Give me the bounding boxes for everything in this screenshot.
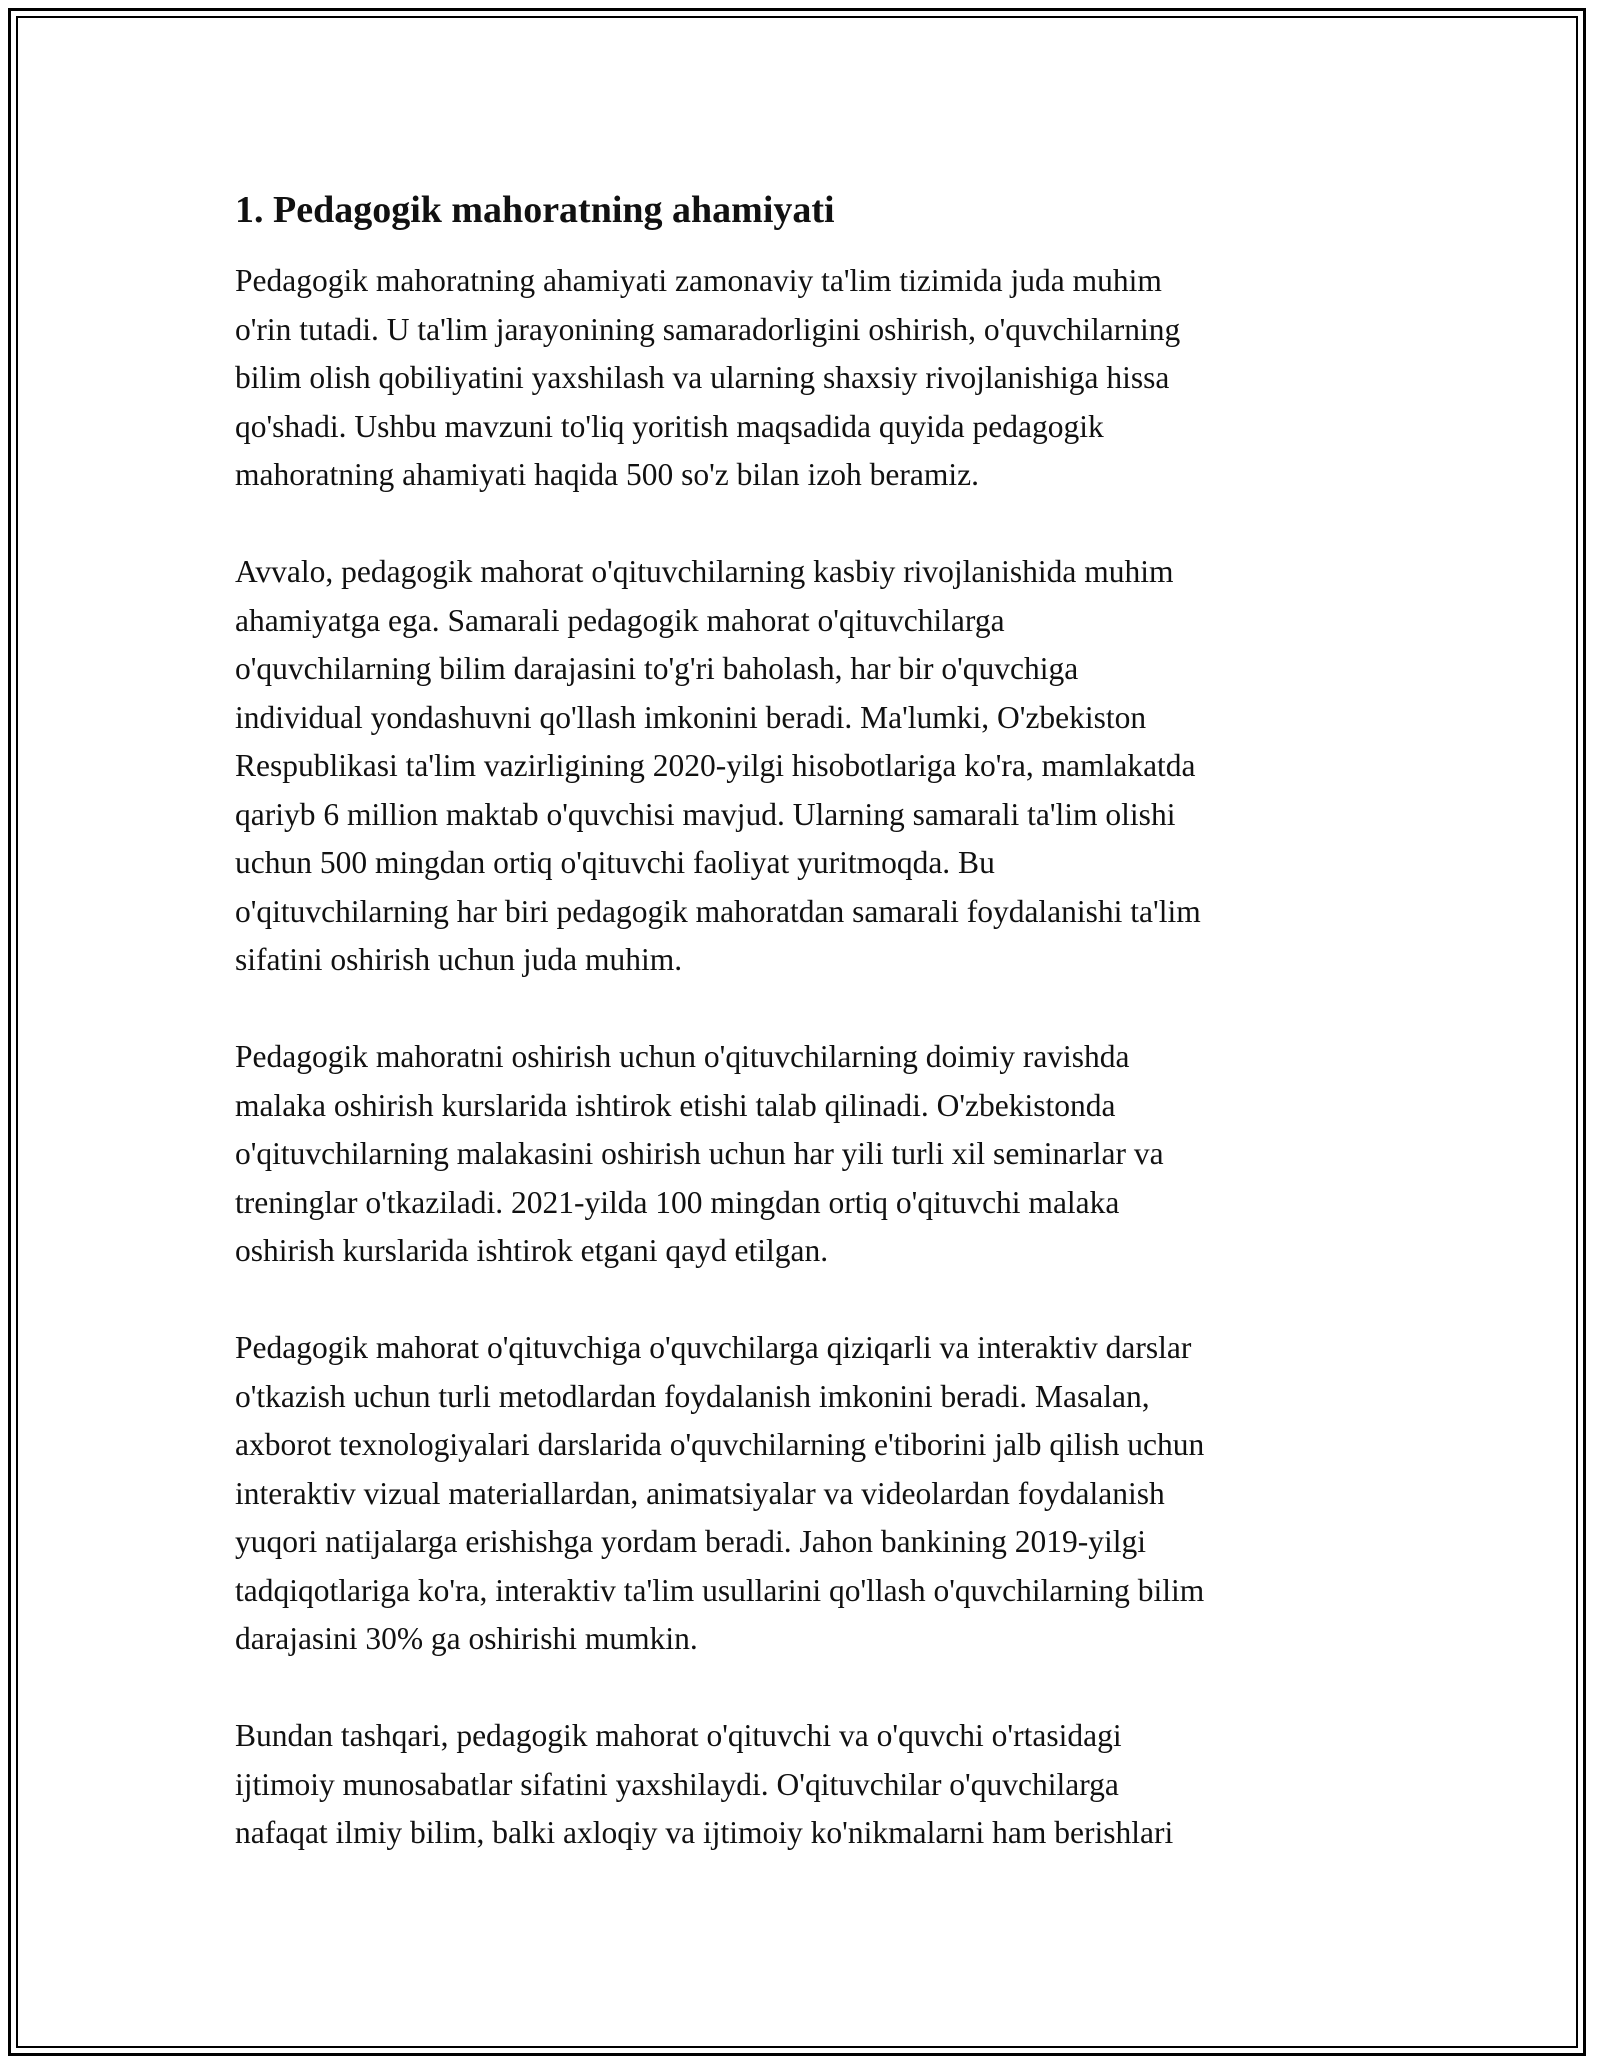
text-line: Bundan tashqari, pedagogik mahorat o'qituvchi va o'quvchi o'rtasidagi [235, 1718, 1122, 1753]
text-line: bilim olish qobiliyatini yaxshilash va ularning shaxsiy rivojlanishiga hissa [235, 360, 1170, 395]
text-line: o'quvchilarning bilim darajasini to'g'ri baholash, har bir o'quvchiga [235, 651, 1079, 686]
text-line: Avvalo, pedagogik mahorat o'qituvchilarning kasbiy rivojlanishida muhim [235, 554, 1174, 589]
text-line: mahoratning ahamiyati haqida 500 so'z bilan izoh beramiz. [235, 457, 979, 492]
text-line: sifatini oshirish uchun juda muhim. [235, 942, 683, 977]
text-line: qariyb 6 million maktab o'quvchisi mavjud. Ularning samarali ta'lim olishi [235, 796, 1176, 832]
text-line: Pedagogik mahoratni oshirish uchun o'qituvchilarning doimiy ravishda [235, 1039, 1130, 1074]
text-line: treninglar o'tkaziladi. 2021-yilda 100 mingdan ortiq o'qituvchi malaka [235, 1184, 1120, 1220]
text-line: o'qituvchilarning har biri pedagogik mahoratdan samarali foydalanishi ta'lim [235, 893, 1201, 929]
text-line: o'rin tutadi. U ta'lim jarayonining samaradorligini oshirish, o'quvchilarning [235, 311, 1181, 347]
text-line: o'tkazish uchun turli metodlardan foydalanish imkonini beradi. Masalan, [235, 1378, 1150, 1414]
text-line: qo'shadi. Ushbu mavzuni to'liq yoritish maqsadida quyida pedagogik [235, 408, 1104, 444]
paragraph-3 [235, 1033, 1375, 1276]
text-line: axborot texnologiyalari darslarida o'quvchilarning e'tiborini jalb qilish uchun [235, 1427, 1205, 1462]
paragraph-2 [235, 548, 1375, 985]
paragraph-1 [235, 257, 1375, 500]
section-heading: 1. Pedagogik mahoratning ahamiyati [235, 189, 835, 231]
text-line: tadqiqotlariga ko'ra, interaktiv ta'lim usullarini qo'llash o'quvchilarning bilim [235, 1572, 1205, 1608]
text-line: nafaqat ilmiy bilim, balki axloqiy va ijtimoiy ko'nikmalarni ham berishlari [235, 1815, 1174, 1850]
text-line: Respublikasi ta'lim vazirligining 2020-yilgi hisobotlariga ko'ra, mamlakatda [235, 748, 1196, 783]
text-line: ijtimoiy munosabatlar sifatini yaxshilaydi. O'qituvchilar o'quvchilarga [235, 1766, 1119, 1802]
text-line: Pedagogik mahorat o'qituvchiga o'quvchilarga qiziqarli va interaktiv darslar [235, 1330, 1192, 1365]
text-line: darajasini 30% ga oshirishi mumkin. [235, 1621, 698, 1656]
text-line: o'qituvchilarning malakasini oshirish uchun har yili turli xil seminarlar va [235, 1136, 1164, 1171]
text-line: individual yondashuvni qo'llash imkonini beradi. Ma'lumki, O'zbekiston [235, 699, 1147, 735]
text-line: oshirish kurslarida ishtirok etgani qayd etilgan. [235, 1233, 829, 1268]
text-line: yuqori natijalarga erishishga yordam beradi. Jahon bankining 2019-yilgi [235, 1524, 1146, 1559]
paragraph-5 [235, 1712, 1375, 1858]
text-line: malaka oshirish kurslarida ishtirok etishi talab qilinadi. O'zbekistonda [235, 1087, 1116, 1123]
document-body [235, 186, 1375, 1906]
text-line: uchun 500 mingdan ortiq o'qituvchi faoliyat yuritmoqda. Bu [235, 845, 995, 880]
text-line: interaktiv vizual materiallardan, animatsiyalar va videolardan foydalanish [235, 1475, 1165, 1511]
paragraph-4 [235, 1324, 1375, 1664]
text-line: Pedagogik mahoratning ahamiyati zamonaviy ta'lim tizimida juda muhim [235, 263, 1162, 298]
text-line: ahamiyatga ega. Samarali pedagogik mahorat o'qituvchilarga [235, 602, 1005, 638]
